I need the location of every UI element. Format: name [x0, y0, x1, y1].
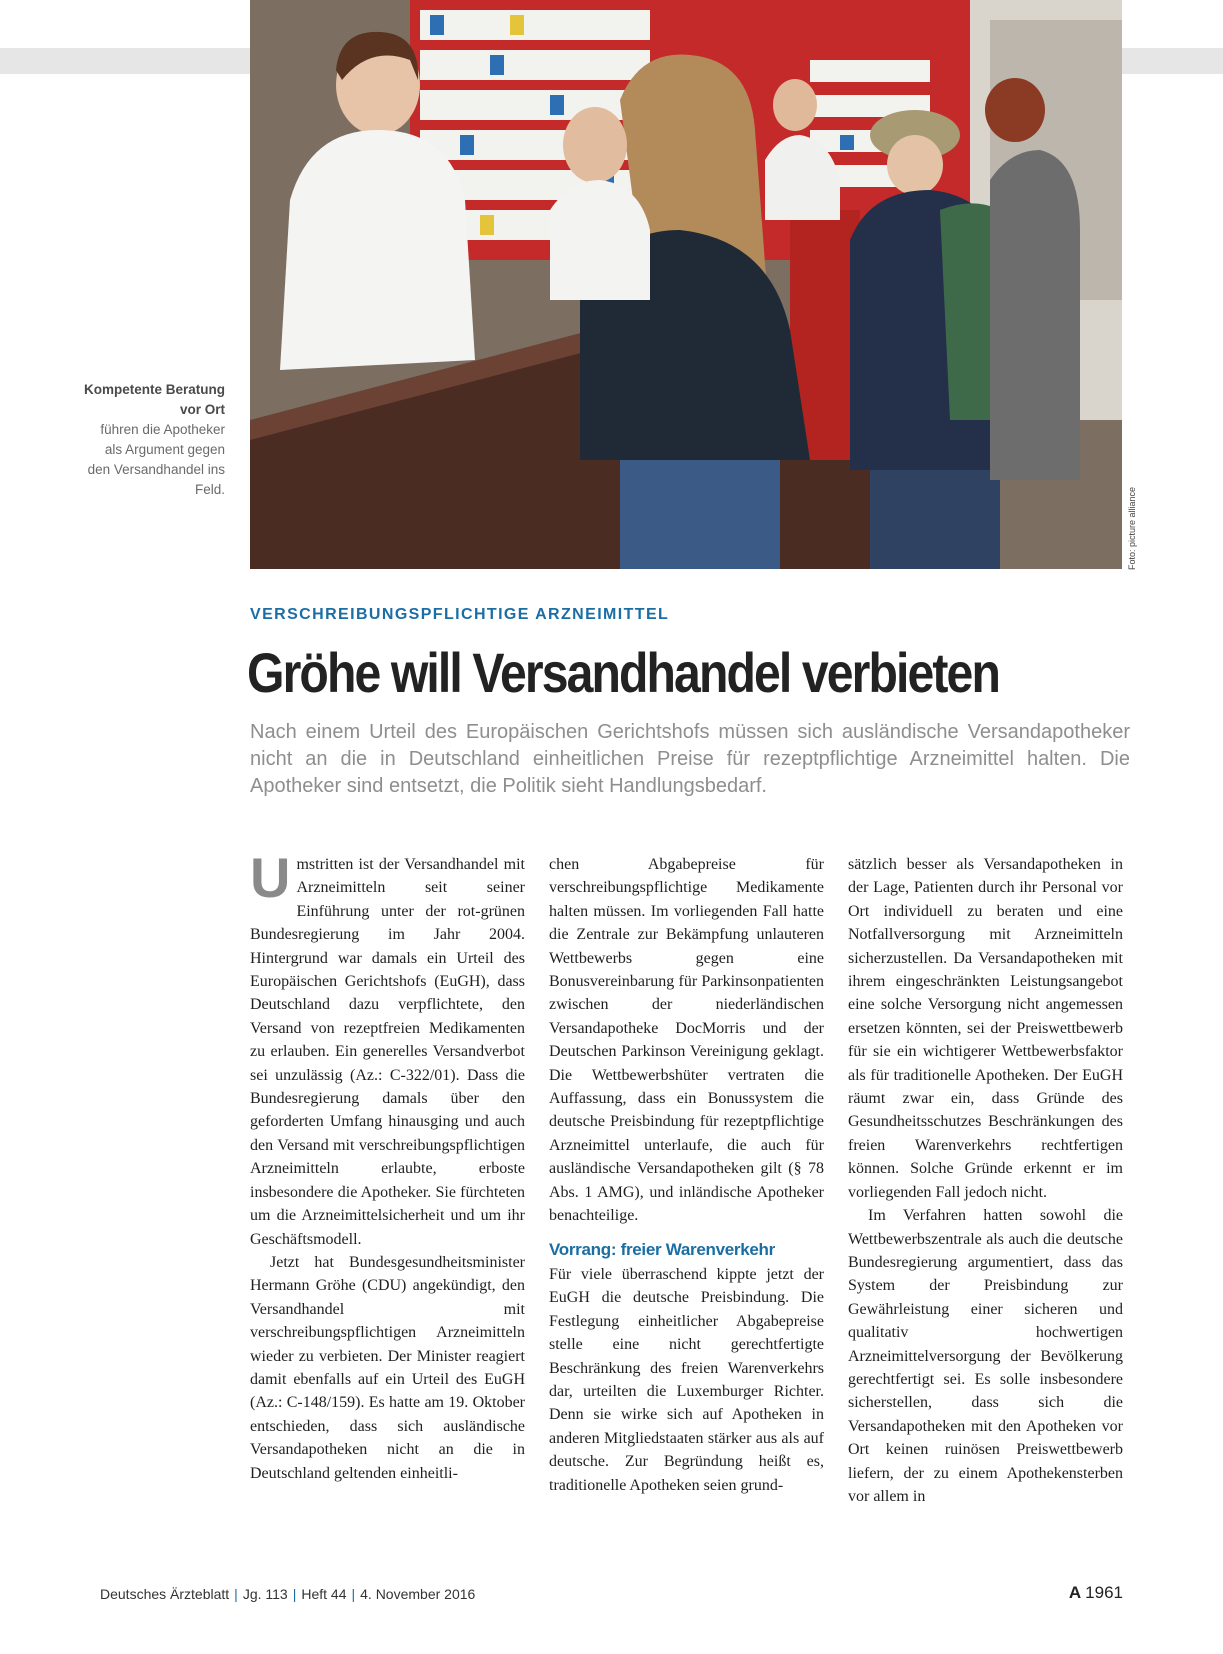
photo-credit: Foto: picture alliance [1127, 486, 1137, 570]
paragraph: mstritten ist der Versandhandel mit Arzneimitteln seit seiner Einführung unter der rot-grünen Bundesregierung im Jahr 2004. Hintergrund war damals ein Urteil des Europäischen Gerichtshofs (EuGH), dass Deutschland dazu verpflichtete, den Versand von rezeptfreien Medikamenten zu erlauben. Ein generelles Versandverbot sei unzulässig (Az.: C-322/01). Dass die Bundesregierung damals über den geforderten Umfang hinausging und auch den Versand mit verschreibungspflichtigen Arzneimitteln erlaubte, erboste insbesondere die Apotheker. Sie fürchteten um die Arzneimittelsicherheit und um ihr Geschäftsmodell. [250, 856, 525, 1248]
separator: | [351, 1586, 356, 1602]
page-footer [100, 1586, 475, 1602]
body-column-2 [549, 853, 824, 1497]
journal-name: Deutsches Ärzteblatt [100, 1586, 230, 1602]
caption-text: führen die Apotheker als Argument gegen den Versandhandel ins Feld. [87, 422, 225, 497]
dropcap: U [250, 846, 291, 909]
kicker: VERSCHREIBUNGSPFLICHTIGE ARZNEIMITTEL [250, 606, 670, 623]
paragraph: Jetzt hat Bundesgesundheitsminister Hermann Gröhe (CDU) angekündigt, den Versandhandel mit verschreibungspflichtigen Arzneimitteln wieder zu verbieten. Der Minister reagiert damit ebenfalls auf ein Urteil des EuGH (Az.: C-148/159). Es hatte am 19. Oktober entschieden, dass sich ausländische Versandapotheken nicht an die in Deutschland geltenden einheitli- [250, 1253, 525, 1482]
page-number-value: 1961 [1085, 1583, 1123, 1602]
issue-date: 4. November 2016 [360, 1586, 476, 1602]
paragraph: Im Verfahren hatten sowohl die Wettbewerbszentrale als auch die deutsche Bundesregierung argumentiert, dass das System der Preisbindung zur Gewährleistung einer sicheren und qualitativ hochwertigen Arzneimittelversorgung der Bevölkerung gerechtfertigt sei. Es solle insbesondere sicherstellen, dass sich die Versandapotheken mit den Apotheken vor Ort keinen ruinösen Preiswettbewerb liefern, der zu einem Apothekensterben vor allem in [848, 1207, 1123, 1505]
page-number [1069, 1583, 1123, 1603]
body-column-1 [250, 846, 525, 1485]
separator: | [292, 1586, 297, 1602]
paragraph: sätzlich besser als Versandapotheken in der Lage, Patienten durch ihr Personal vor Ort individuell zu beraten und eine Notfallversorgung mit Arzneimitteln sicherzustellen. Da Versandapotheken mit ihrem eingeschränkten Leistungsangebot eine solche Versorgung nicht angemessen ersetzen könnten, sei der Preiswettbewerb für sie ein wichtigerer Wettbewerbsfaktor als für traditionelle Apotheken. Der EuGH räumt zwar ein, dass Gründe des Gesundheitsschutzes Beschränkungen des freien Warenverkehrs rechtfertigen können. Solche Gründe erkennt er im vorliegenden Fall jedoch nicht. [848, 856, 1123, 1201]
caption-bold: Kompetente Beratung vor Ort [83, 382, 225, 417]
separator: | [234, 1586, 238, 1602]
lead-paragraph: Nach einem Urteil des Europäischen Gerichtshofs müssen sich ausländische Versandapotheker nicht an die in Deutschland einheitlichen Preise für rezeptpflichtige Arzneimittel halten. Die Apotheker sind entsetzt, die Politik sieht Handlungsbedarf. [250, 721, 1130, 797]
paragraph: chen Abgabepreise für verschreibungspflichtige Medikamente halten müssen. Im vorliegenden Fall hatte die Zentrale zur Bekämpfung unlauteren Wettbewerbs gegen eine Bonusvereinbarung für Parkinsonpatienten zwischen der niederländischen Versandapotheke DocMorris und der Deutschen Parkinson Vereinigung geklagt. Die Wettbewerbshüter vertraten die Auffassung, dass ein Bonussystem die deutsche Preisbindung für rezeptpflichtige Arzneimittel unterlaufe, die auch für ausländische Versandapotheken gilt (§ 78 Abs. 1 AMG), und inländische Apotheker benachteilige. [549, 856, 824, 1225]
headline: Gröhe will Versandhandel verbieten [247, 641, 999, 704]
page-prefix: A [1068, 1583, 1082, 1602]
photo-caption [80, 380, 225, 500]
pharmacy-photo [250, 0, 1122, 569]
volume: Jg. 113 [242, 1586, 288, 1602]
subheading: Vorrang: freier Warenverkehr [549, 1239, 775, 1259]
issue: Heft 44 [301, 1586, 347, 1602]
body-column-3 [848, 853, 1123, 1508]
paragraph: Für viele überraschend kippte jetzt der EuGH die deutsche Preisbindung. Die Festlegung einheitlicher Abgabepreise stelle eine nicht gerechtfertigte Beschränkung des freien Warenverkehrs dar, urteilten die Luxemburger Richter. Denn sie wirke sich auf Apotheken in anderen Mitgliedstaaten stärker aus als auf deutsche. Zur Begründung heißt es, traditionelle Apotheken seien grund- [549, 1265, 824, 1494]
